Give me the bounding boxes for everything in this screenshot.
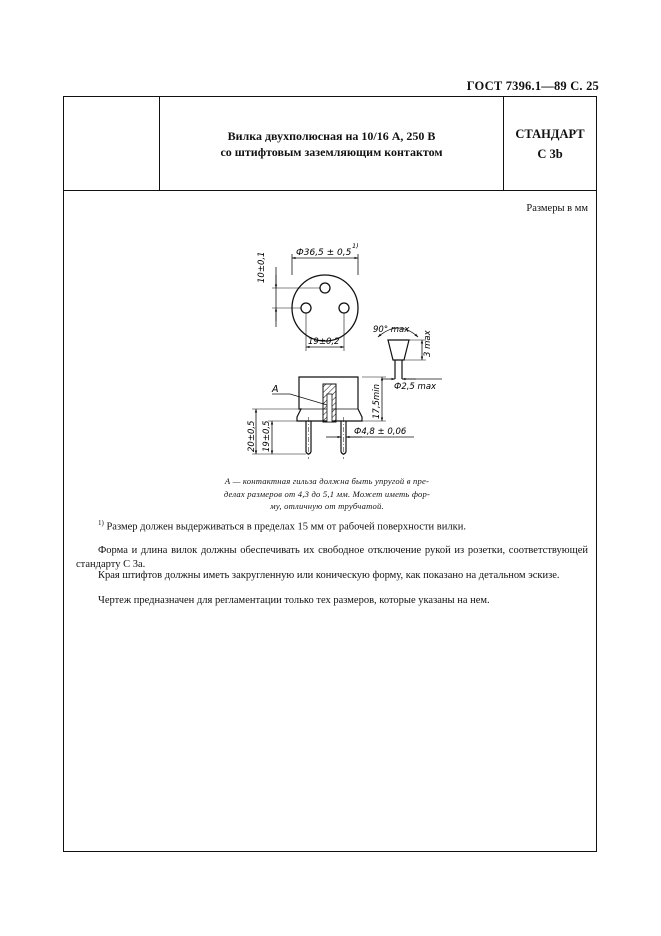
body-paragraph-1: Форма и длина вилок должны обеспечивать их свободное отключение рукой из розетки, соответствующей стандарту С 3а. — [76, 545, 588, 570]
footnote — [98, 519, 466, 533]
footnote-text: Размер должен выдерживаться в пределах 15 мм от рабочей поверхности вилки. — [106, 521, 466, 533]
dim-height-inner: 19±0,5 — [262, 420, 272, 452]
title-line-1: Вилка двухполюсная на 10/16 А, 250 В — [227, 128, 436, 143]
page-header-reference: ГОСТ 7396.1—89 С. 25 — [466, 79, 599, 93]
dim-height-outer: 20±0,5 — [247, 420, 257, 452]
dim-min-length: 17,5min — [372, 384, 382, 419]
dim-diameter-note: 1) — [352, 242, 359, 250]
document-frame — [63, 96, 597, 852]
caption-line-1: А — контактная гильза должна быть упругой в пре- — [224, 476, 430, 486]
body-paragraph-3: Чертеж предназначен для регламентации только тех размеров, которые указаны на нем. — [98, 595, 490, 606]
dim-vertical-top: 10±0,1 — [257, 251, 267, 283]
left-pin-hole — [301, 303, 311, 313]
dim-tip: 3 max — [423, 330, 433, 357]
dim-pin-tip-dia: Ф2,5 max — [394, 382, 437, 392]
plug-face-outline — [292, 275, 358, 341]
plug-side-view — [247, 377, 414, 459]
caption-line-3: му, отличную от трубчатой. — [270, 501, 384, 511]
standard-code: С 3b — [537, 146, 563, 161]
dim-diameter: Ф36,5 ± 0,5 — [296, 248, 352, 258]
standard-label: СТАНДАРТ — [515, 126, 585, 141]
plug-face-view — [257, 242, 359, 351]
drawing-caption — [214, 475, 440, 513]
caption-line-2: делах размеров от 4,3 до 5,1 мм. Может иметь фор- — [223, 488, 431, 499]
footnote-mark: 1) — [98, 519, 104, 527]
pin-tip-detail — [373, 325, 442, 392]
dim-pin-dia: Ф4,8 ± 0,06 — [354, 427, 407, 437]
dim-angle: 90° max — [373, 325, 410, 335]
dim-horizontal-bottom: 19±0,2 — [308, 337, 340, 347]
body-paragraph-2: Края штифтов должны иметь закругленную или коническую форму, как показано на детальном эскизе. — [98, 570, 560, 581]
units-note: Размеры в мм — [526, 203, 588, 214]
title-line-2: со штифтовым заземляющим контактом — [220, 144, 443, 159]
earth-pin-hole — [320, 283, 330, 293]
right-pin-hole — [339, 303, 349, 313]
label-a: А — [272, 384, 279, 395]
plug-technical-drawing — [64, 97, 598, 517]
